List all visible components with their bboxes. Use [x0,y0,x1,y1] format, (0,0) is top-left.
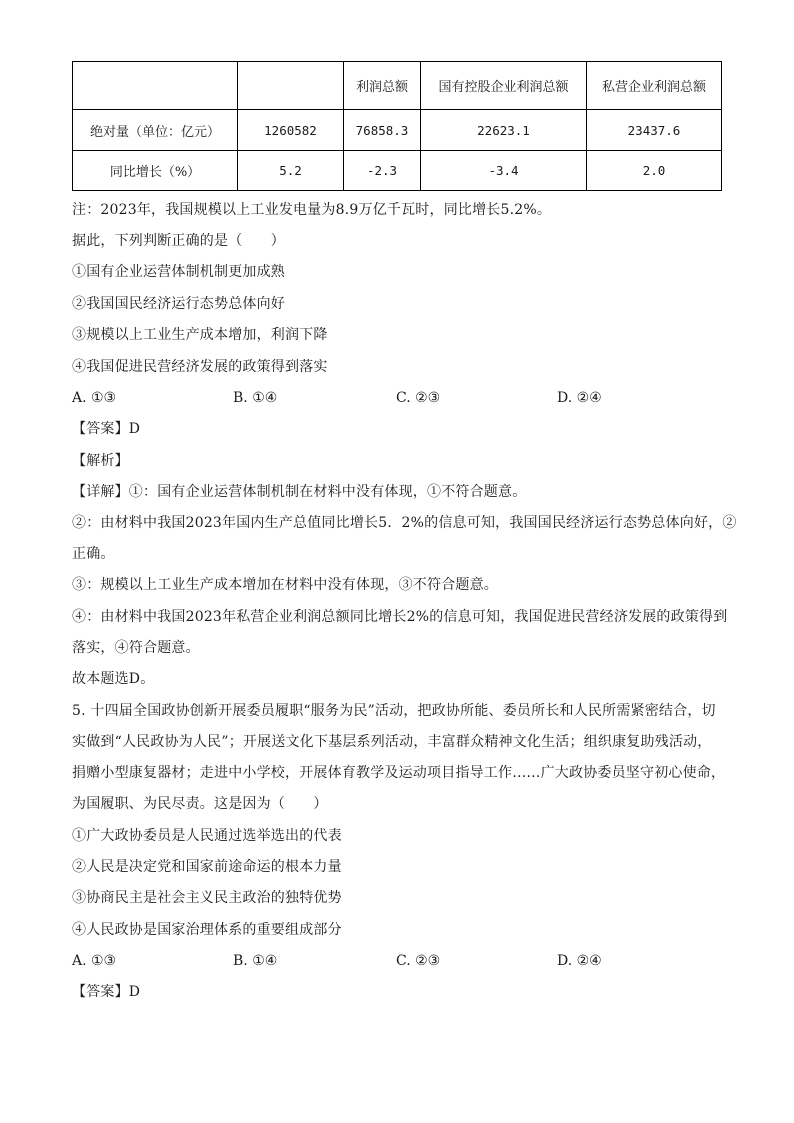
option-b: B. ①④ [233,953,278,969]
table-cell: -3.4 [421,151,587,191]
table-header-cell: 私营企业利润总额 [587,62,722,110]
table-cell: 5.2 [238,151,344,191]
table-header-cell [73,62,238,110]
table-cell: 1260582 [238,110,344,151]
table-row-label: 同比增长（%） [73,151,238,191]
question-stem: 实做到“人民政协为人民”；开展送文化下基层系列活动，丰富群众精神文化生活；组织康复助残活动， [72,734,712,750]
option-d: D. ②④ [557,390,602,406]
table-cell: -2.3 [344,151,421,191]
option-a: A. ①③ [72,390,117,406]
analysis-line: 落实，④符合题意。 [72,640,200,656]
question-stem: 据此，下列判断正确的是（ ） [72,233,285,249]
question-stem: 为国履职、为民尽责。这是因为（ ） [72,796,328,812]
answer-label: 【答案】D [72,984,141,1000]
option-b: B. ①④ [233,390,278,406]
table-header-cell: 利润总额 [344,62,421,110]
table-cell: 76858.3 [344,110,421,151]
analysis-label: 【解析】 [72,453,129,469]
table-cell: 2.0 [587,151,722,191]
table-note: 注：2023年，我国规模以上工业发电量为8.9万亿千瓦时，同比增长5.2%。 [72,202,552,218]
option-d: D. ②④ [557,953,602,969]
table-header-cell: 国有控股企业利润总额 [421,62,587,110]
analysis-line: ④：由材料中我国2023年私营企业利润总额同比增长2%的信息可知，我国促进民营经济发展的政策得到 [72,609,728,625]
table-row-label: 绝对量（单位：亿元） [73,110,238,151]
analysis-line: ②：由材料中我国2023年国内生产总值同比增长5．2%的信息可知，我国国民经济运行态势总体向好，② [72,515,737,531]
table-header-cell [238,62,344,110]
answer-label: 【答案】D [72,421,141,437]
question-item: ③协商民主是社会主义民主政治的独特优势 [72,890,342,906]
question-item: ③规模以上工业生产成本增加，利润下降 [72,327,328,343]
option-c: C. ②③ [396,390,441,406]
table-cell: 23437.6 [587,110,722,151]
option-a: A. ①③ [72,953,117,969]
analysis-line: 故本题选D。 [72,671,155,687]
table-row [73,110,722,151]
question-item: ②我国国民经济运行态势总体向好 [72,296,285,312]
statistics-table [72,61,722,191]
analysis-line: ③：规模以上工业生产成本增加在材料中没有体现，③不符合题意。 [72,577,498,593]
analysis-line: 【详解】①：国有企业运营体制机制在材料中没有体现，①不符合题意。 [72,484,527,500]
question-stem: 5. 十四届全国政协创新开展委员履职“服务为民”活动，把政协所能、委员所长和人民所需紧密结合，切 [72,703,716,719]
table-header-row [73,62,722,110]
option-c: C. ②③ [396,953,441,969]
question-item: ④人民政协是国家治理体系的重要组成部分 [72,922,342,938]
question-item: ②人民是决定党和国家前途命运的根本力量 [72,859,342,875]
analysis-line: 正确。 [72,546,115,562]
table-row [73,151,722,191]
table-cell: 22623.1 [421,110,587,151]
question-item: ①国有企业运营体制机制更加成熟 [72,264,285,280]
question-item: ①广大政协委员是人民通过选举选出的代表 [72,828,342,844]
question-stem: 捐赠小型康复器材；走进中小学校，开展体育教学及运动项目指导工作……广大政协委员坚守初心使命， [72,765,726,781]
question-item: ④我国促进民营经济发展的政策得到落实 [72,359,328,375]
